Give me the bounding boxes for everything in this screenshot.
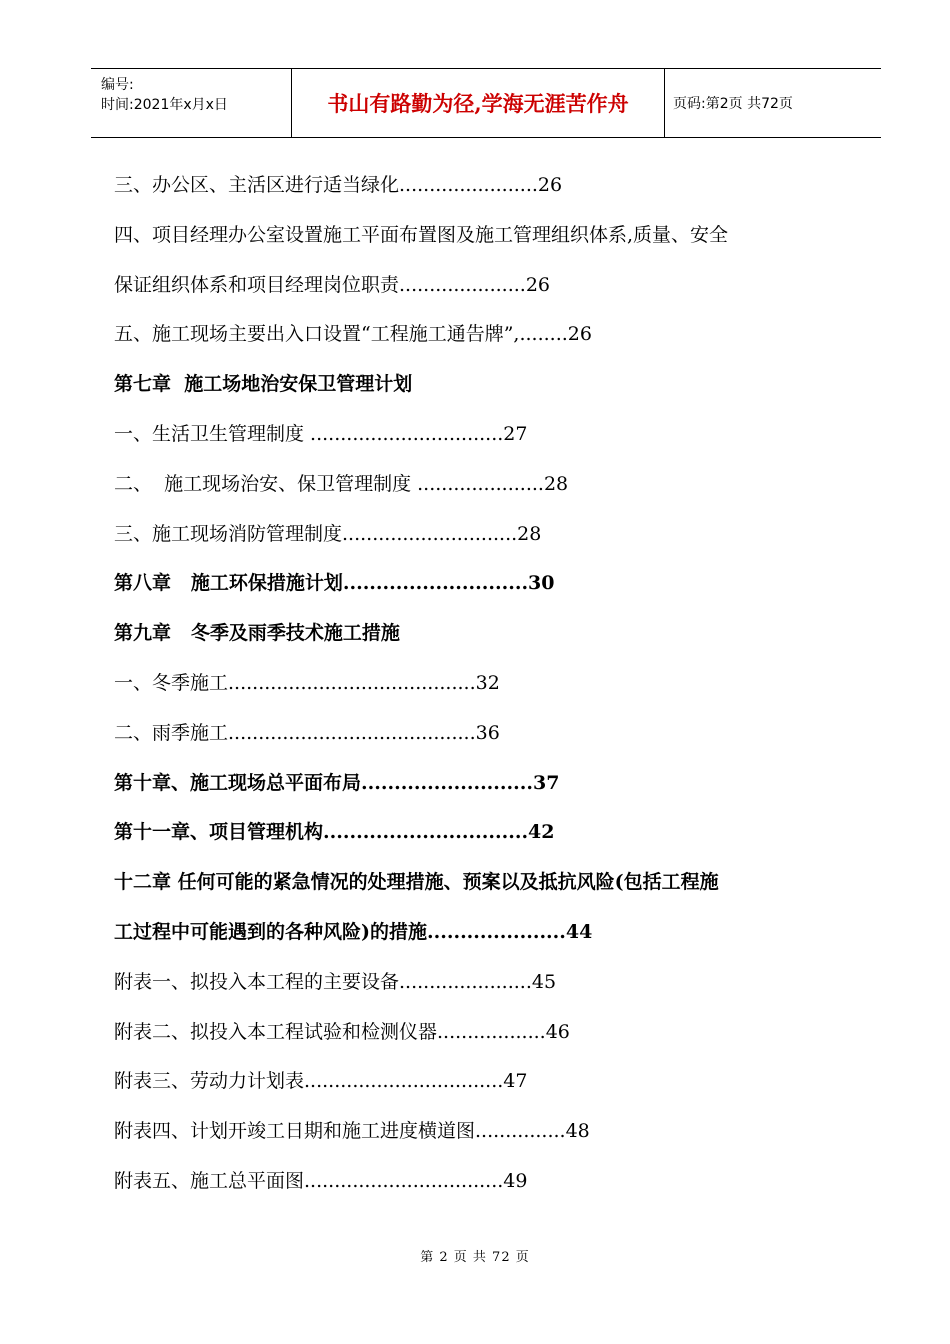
toc-entry-text: 一、生活卫生管理制度 ................................27	[114, 422, 528, 445]
toc-entry-text: 第十一章、项目管理机构...............................42	[114, 821, 555, 844]
toc-entry	[114, 958, 874, 1008]
toc-chapter-entry	[114, 360, 874, 410]
header-meta	[91, 69, 292, 137]
toc-entry	[114, 1107, 874, 1157]
page-footer: 第 2 页 共 72 页	[420, 1250, 530, 1265]
document-number-label: 编号:	[101, 77, 134, 93]
table-of-contents	[114, 161, 874, 1207]
toc-entry-text: 附表一、拟投入本工程的主要设备......................45	[114, 970, 557, 993]
toc-entry	[114, 410, 874, 460]
toc-entry-text: 二、 施工现场治安、保卫管理制度 .....................28	[114, 472, 569, 495]
toc-entry-text: 第七章 施工场地治安保卫管理计划	[114, 373, 413, 396]
toc-chapter-entry	[114, 808, 874, 858]
toc-entry-text: 第八章 施工环保措施计划............................30	[114, 572, 555, 595]
toc-chapter-entry	[114, 609, 874, 659]
toc-entry	[114, 211, 874, 261]
toc-chapter-entry	[114, 858, 874, 908]
document-time: 时间:2021年x月x日	[101, 97, 228, 113]
toc-entry	[114, 261, 874, 311]
toc-entry-text: 保证组织体系和项目经理岗位职责.....................26	[114, 273, 551, 296]
toc-chapter-entry	[114, 908, 874, 958]
toc-entry-text: 三、施工现场消防管理制度.............................28	[114, 522, 542, 545]
toc-entry-text: 五、施工现场主要出入口设置“工程施工通告牌”,........26	[114, 323, 592, 346]
toc-entry-text: 附表四、计划开竣工日期和施工进度横道图...............48	[114, 1120, 590, 1143]
toc-entry-text: 一、冬季施工.........................................32	[114, 671, 500, 694]
toc-entry-text: 四、项目经理办公室设置施工平面布置图及施工管理组织体系,质量、安全	[114, 223, 729, 246]
toc-entry-text: 三、办公区、主活区进行适当绿化.......................26	[114, 174, 563, 196]
toc-entry	[114, 310, 874, 360]
toc-entry	[114, 161, 874, 211]
toc-entry	[114, 709, 874, 759]
toc-entry-text: 附表五、施工总平面图.................................49	[114, 1169, 528, 1192]
toc-entry	[114, 1057, 874, 1107]
toc-entry-text: 附表三、劳动力计划表.................................47	[114, 1070, 528, 1093]
toc-entry-text: 二、雨季施工.........................................36	[114, 721, 500, 744]
toc-entry-text: 附表二、拟投入本工程试验和检测仪器..................46	[114, 1020, 570, 1043]
header-page-info: 页码:第2页 共72页	[673, 96, 793, 112]
toc-chapter-entry	[114, 559, 874, 609]
page-header	[91, 68, 881, 138]
toc-entry	[114, 1008, 874, 1058]
toc-entry-text: 十二章 任何可能的紧急情况的处理措施、预案以及抵抗风险(包括工程施	[114, 871, 719, 894]
toc-entry	[114, 1157, 874, 1207]
toc-entry-text: 工过程中可能遇到的各种风险)的措施.....................44	[114, 920, 593, 943]
header-motto: 书山有路勤为径,学海无涯苦作舟	[292, 69, 665, 137]
toc-entry	[114, 460, 874, 510]
toc-entry-text: 第十章、施工现场总平面布局..........................37	[114, 771, 560, 794]
toc-entry	[114, 510, 874, 560]
toc-entry	[114, 659, 874, 709]
toc-chapter-entry	[114, 759, 874, 809]
toc-entry-text: 第九章 冬季及雨季技术施工措施	[114, 622, 400, 645]
